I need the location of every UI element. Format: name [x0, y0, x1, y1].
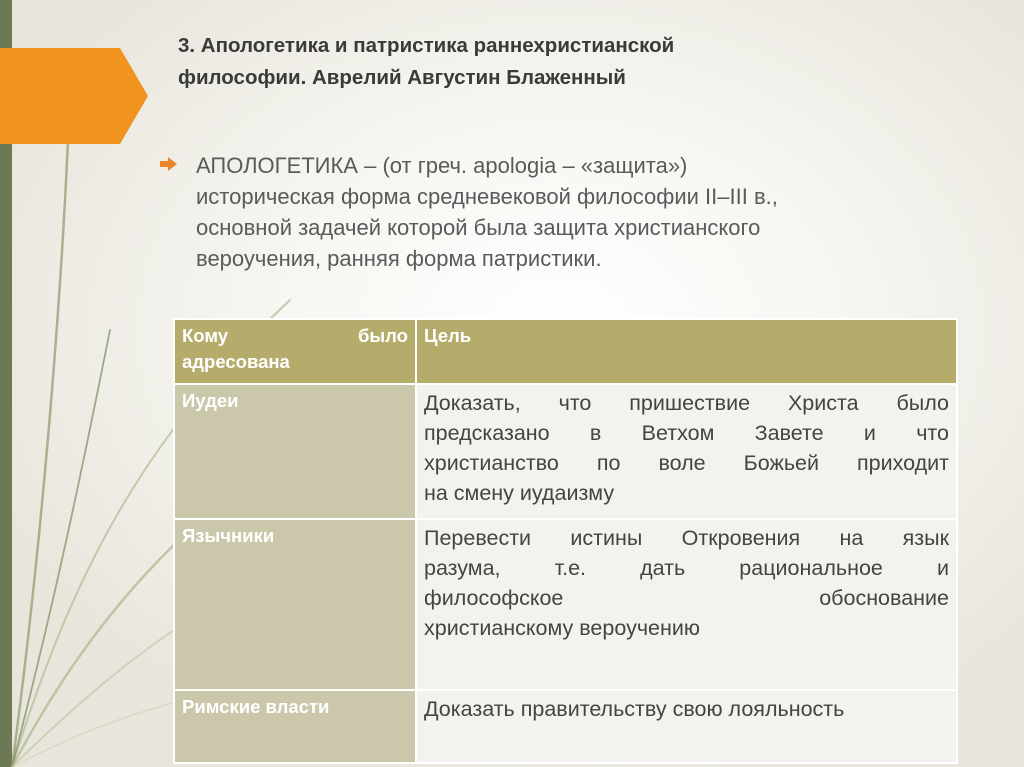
table-row: [174, 690, 957, 763]
goal-cell: [416, 384, 957, 519]
table-row: [174, 384, 957, 519]
orange-arrow-shape: [0, 0, 160, 160]
header-audience-line-2: адресована: [182, 351, 290, 372]
goal-line: на смену иудаизму: [424, 481, 615, 505]
slide-title-line-1: 3. Апологетика и патристика раннехристианской: [178, 34, 675, 57]
goal-line: Доказать, что пришествие Христа было: [424, 391, 949, 415]
goal-line: христианскому вероучению: [424, 616, 700, 640]
goal-line: предсказано в Ветхом Завете и что: [424, 421, 949, 445]
definition-line-4: вероучения, ранняя форма патристики.: [196, 246, 602, 271]
goal-cell: [416, 519, 957, 690]
slide-title: [178, 30, 978, 94]
goal-line: Перевести истины Откровения на язык: [424, 526, 949, 550]
definition-line-3: основной задачей которой была защита христианского: [196, 215, 761, 240]
audience-goal-table: [173, 318, 958, 764]
audience-cell: Римские власти: [174, 690, 416, 763]
header-goal-cell: Цель: [416, 319, 957, 384]
apologetics-definition: [196, 150, 976, 274]
goal-line: философское обоснование: [424, 586, 949, 610]
header-audience-cell: [174, 319, 416, 384]
audience-cell: Иудеи: [174, 384, 416, 519]
table-header-row: [174, 319, 957, 384]
header-audience-line-1: Кому было: [182, 325, 408, 346]
table-row: [174, 519, 957, 690]
slide-title-line-2: философии. Аврелий Августин Блаженный: [178, 66, 626, 89]
audience-cell: Язычники: [174, 519, 416, 690]
definition-line-2: историческая форма средневековой философии II–III в.,: [196, 184, 778, 209]
definition-line-1: АПОЛОГЕТИКА – (от греч. apologia – «защита»): [196, 153, 688, 178]
goal-cell: Доказать правительству свою лояльность: [416, 690, 957, 763]
goal-line: христианство по воле Божьей приходит: [424, 451, 949, 475]
goal-line: разума, т.е. дать рациональное и: [424, 556, 949, 580]
bullet-arrow-icon: [160, 156, 178, 172]
